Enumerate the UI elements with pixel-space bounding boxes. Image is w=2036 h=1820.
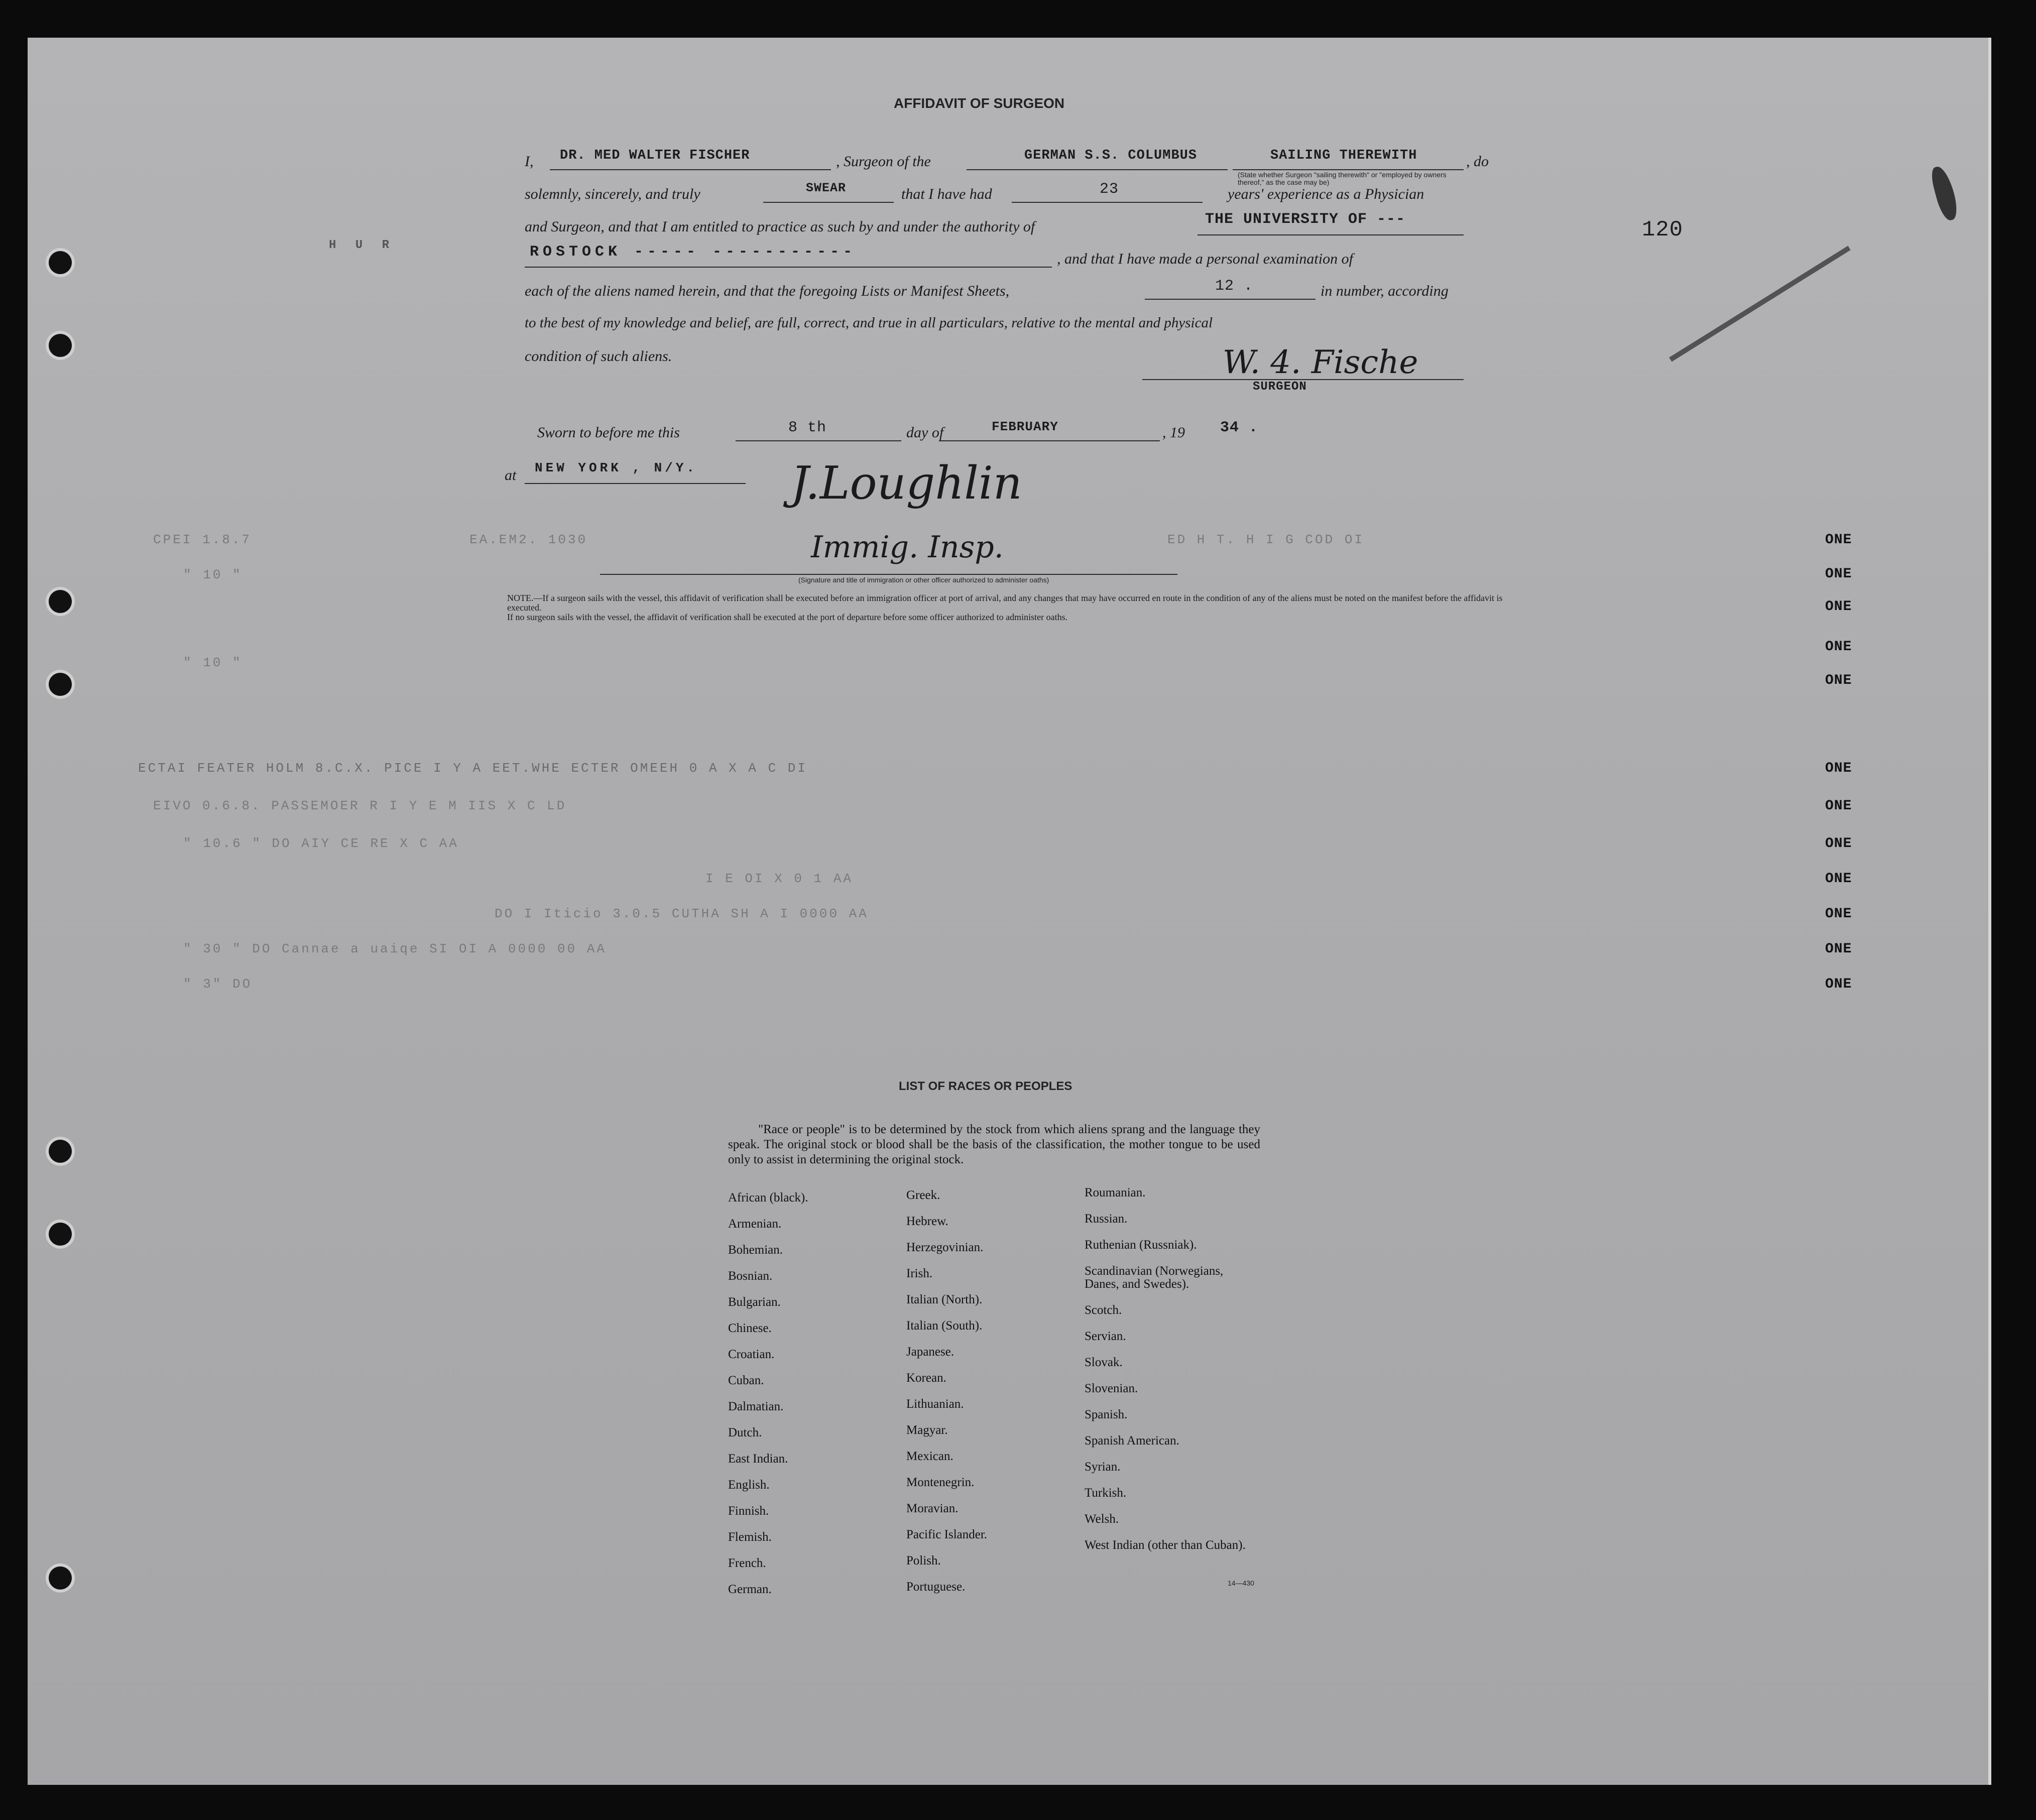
bleed-through-row: I E OI X 0 1 AA: [705, 871, 854, 886]
race-item: Roumanian.: [1085, 1186, 1146, 1199]
text-surgeon-of: , Surgeon of the: [836, 153, 931, 170]
text-that-had: that I have had: [901, 186, 992, 202]
rule: [939, 440, 1160, 441]
bleed-through-row: CPEI 1.8.7: [153, 532, 252, 547]
text-in-number: in number, according: [1321, 283, 1449, 299]
sailing-status: SAILING THEREWITH: [1270, 148, 1417, 163]
authority-line-2: ROSTOCK ----- -----------: [530, 244, 857, 261]
text-do: , do: [1466, 153, 1489, 170]
race-item: Montenegrin.: [906, 1476, 975, 1489]
form-number: 14—430: [1228, 1579, 1254, 1587]
one-entry: ONE: [1825, 673, 1852, 688]
rule: [525, 483, 746, 484]
sworn-day: 8 th: [788, 419, 827, 436]
race-item: Spanish.: [1085, 1408, 1128, 1421]
race-item: Chinese.: [728, 1321, 772, 1335]
race-item: Turkish.: [1085, 1486, 1127, 1500]
race-item: Italian (North).: [906, 1293, 983, 1306]
rule: [1233, 169, 1464, 170]
race-item: West Indian (other than Cuban).: [1085, 1538, 1246, 1552]
race-item: Finnish.: [728, 1504, 769, 1518]
race-item: Portuguese.: [906, 1580, 966, 1594]
one-entry: ONE: [1825, 906, 1852, 922]
ink-stroke: [1669, 246, 1850, 361]
one-entry: ONE: [1825, 532, 1852, 548]
rule: [763, 202, 894, 203]
text-best-knowledge: to the best of my knowledge and belief, are full, correct, and true in all particulars, relative to the mental and physical: [525, 315, 1213, 331]
race-item: Ruthenian (Russniak).: [1085, 1238, 1197, 1252]
surgeon-name: DR. MED WALTER FISCHER: [560, 148, 750, 163]
sworn-place: NEW YORK , N/Y.: [535, 460, 698, 475]
note-line-1: NOTE.—If a surgeon sails with the vessel, this affidavit of verification shall be executed before an immigration officer at port of arrival, and any changes that may have occurred en route in the condition of any of the aliens must be noted on the manifest before the affidavit is executed.: [507, 593, 1503, 613]
race-item: Dutch.: [728, 1426, 762, 1439]
one-entry: ONE: [1825, 977, 1852, 992]
race-item: Irish.: [906, 1267, 933, 1280]
race-item: Spanish American.: [1085, 1434, 1179, 1447]
race-item: Bosnian.: [728, 1269, 773, 1283]
race-item: Moravian.: [906, 1502, 959, 1515]
race-item: Japanese.: [906, 1345, 954, 1359]
officer-signature: J.Loughlin: [791, 457, 1022, 510]
text-sworn: Sworn to before me this: [537, 424, 680, 441]
sworn-year: 34 .: [1220, 419, 1259, 436]
races-title: LIST OF RACES OR PEOPLES: [899, 1079, 1072, 1093]
binder-hole: [49, 590, 72, 613]
rule: [600, 574, 1177, 575]
officer-title-signature: Immig. Insp.: [811, 530, 1004, 565]
bleed-through-row: EIVO 0.6.8. PASSEMOER R I Y E M IIS X C LD: [153, 798, 567, 813]
race-item: Flemish.: [728, 1530, 772, 1544]
race-item: Syrian.: [1085, 1460, 1121, 1474]
binder-hole: [49, 1140, 72, 1163]
bleed-through-row: " 10 ": [183, 655, 243, 670]
race-item: African (black).: [728, 1191, 808, 1204]
text-years-exp: years' experience as a Physician: [1228, 186, 1424, 202]
page-number: 120: [1642, 217, 1684, 242]
one-entry: ONE: [1825, 761, 1852, 776]
rule: [1145, 299, 1315, 300]
vessel-name: GERMAN S.S. COLUMBUS: [1024, 148, 1197, 163]
race-item: Slovenian.: [1085, 1382, 1138, 1395]
race-item: Russian.: [1085, 1212, 1128, 1226]
text-i: I,: [525, 153, 534, 170]
race-item: Pacific Islander.: [906, 1528, 988, 1541]
bleed-through-row: ED H T. H I G COD OI: [1167, 532, 1365, 547]
binder-hole: [49, 1566, 72, 1590]
affidavit-title: AFFIDAVIT OF SURGEON: [894, 95, 1065, 111]
race-item: Bohemian.: [728, 1243, 783, 1257]
race-item: Dalmatian.: [728, 1400, 784, 1413]
race-item: English.: [728, 1478, 770, 1492]
bleed-through-row: " 10 ": [183, 567, 243, 582]
manifest-sheet: [28, 38, 1991, 1785]
race-item: Cuban.: [728, 1374, 764, 1387]
race-item: Bulgarian.: [728, 1295, 781, 1309]
race-item: Servian.: [1085, 1329, 1126, 1343]
race-item: Herzegovinian.: [906, 1241, 984, 1254]
one-entry: ONE: [1825, 639, 1852, 655]
text-personal-exam: , and that I have made a personal examination of: [1057, 251, 1353, 267]
one-entry: ONE: [1825, 836, 1852, 852]
rule: [550, 169, 831, 170]
race-item: East Indian.: [728, 1452, 788, 1466]
bleed-through-row: " 30 " DO Cannae a uaiqe SI OI A 0000 00 AA: [183, 941, 607, 956]
race-item: Hebrew.: [906, 1215, 948, 1228]
surgeon-signature: W. 4. Fische: [1223, 344, 1418, 381]
race-item: Croatian.: [728, 1348, 775, 1361]
races-column-3: [1085, 1180, 1250, 1552]
text-solemnly: solemnly, sincerely, and truly: [525, 186, 700, 202]
race-item: Italian (South).: [906, 1319, 983, 1332]
rule: [1197, 234, 1464, 235]
rule: [525, 267, 1052, 268]
one-entry: ONE: [1825, 871, 1852, 887]
authority-line-1: THE UNIVERSITY OF ---: [1205, 211, 1406, 228]
race-item: Slovak.: [1085, 1356, 1123, 1369]
binder-hole: [49, 673, 72, 696]
text-at: at: [505, 467, 517, 483]
race-item: Mexican.: [906, 1449, 953, 1463]
text-each-alien: each of the aliens named herein, and that the foregoing Lists or Manifest Sheets,: [525, 283, 1010, 299]
races-column-1: [728, 1185, 808, 1603]
surgeon-label: SURGEON: [1253, 380, 1307, 394]
race-item: French.: [728, 1556, 766, 1570]
race-item: Lithuanian.: [906, 1397, 964, 1411]
one-entry: ONE: [1825, 941, 1852, 957]
race-item: Magyar.: [906, 1423, 948, 1437]
sheet-count: 12 .: [1215, 278, 1254, 295]
margin-mark: H U R: [329, 238, 396, 252]
race-item: German.: [728, 1583, 772, 1596]
races-column-2: [906, 1182, 987, 1600]
bleed-through-row: EA.EM2. 1030: [469, 532, 588, 547]
rule: [967, 169, 1228, 170]
bleed-through-row: " 10.6 " DO AIY CE RE X C AA: [183, 836, 459, 851]
bleed-through-row: ECTAI FEATER HOLM 8.C.X. PICE I Y A EET.WHE ECTER OMEEH 0 A X A C DI: [138, 761, 807, 776]
bleed-through-row: DO I Iticio 3.0.5 CUTHA SH A I 0000 AA: [495, 906, 869, 921]
race-item: Welsh.: [1085, 1512, 1119, 1526]
bleed-through-row: " 3" DO: [183, 977, 253, 992]
sworn-month: FEBRUARY: [992, 419, 1058, 434]
years-experience: 23: [1100, 181, 1119, 198]
text-surgeon-auth: and Surgeon, and that I am entitled to practice as such by and under the authority of: [525, 218, 1035, 235]
text-19: , 19: [1162, 424, 1185, 441]
races-intro: "Race or people" is to be determined by the stock from which aliens sprang and the language they speak. The original stock or blood shall be the basis of the classification, the mother tongue to be used only to assist in determining the original stock.: [728, 1123, 1260, 1166]
text-condition: condition of such aliens.: [525, 348, 672, 365]
rule: [1012, 202, 1203, 203]
oath-word: SWEAR: [806, 181, 847, 195]
one-entry: ONE: [1825, 599, 1852, 615]
ink-blot: [1929, 164, 1960, 222]
race-item: Greek.: [906, 1188, 940, 1202]
race-item: Scotch.: [1085, 1303, 1122, 1317]
one-entry: ONE: [1825, 566, 1852, 582]
race-item: Armenian.: [728, 1217, 782, 1231]
rule: [736, 440, 901, 441]
one-entry: ONE: [1825, 798, 1852, 814]
race-item: Korean.: [906, 1371, 946, 1385]
text-day-of: day of: [906, 424, 944, 441]
officer-caption: (Signature and title of immigration or other officer authorized to administer oaths): [798, 576, 1049, 584]
binder-hole: [49, 1223, 72, 1246]
race-item: Polish.: [906, 1554, 941, 1567]
sailing-note: (State whether Surgeon "sailing therewith" or "employed by owners thereof," as the case may be): [1238, 171, 1447, 186]
race-item: Scandinavian (Norwegians, Danes, and Swedes).: [1085, 1264, 1224, 1291]
binder-hole: [49, 251, 72, 274]
note-line-2: If no surgeon sails with the vessel, the affidavit of verification shall be executed at the port of departure before some officer authorized to administer oaths.: [507, 612, 1068, 622]
binder-hole: [49, 334, 72, 357]
affidavit-note: [507, 593, 1506, 622]
